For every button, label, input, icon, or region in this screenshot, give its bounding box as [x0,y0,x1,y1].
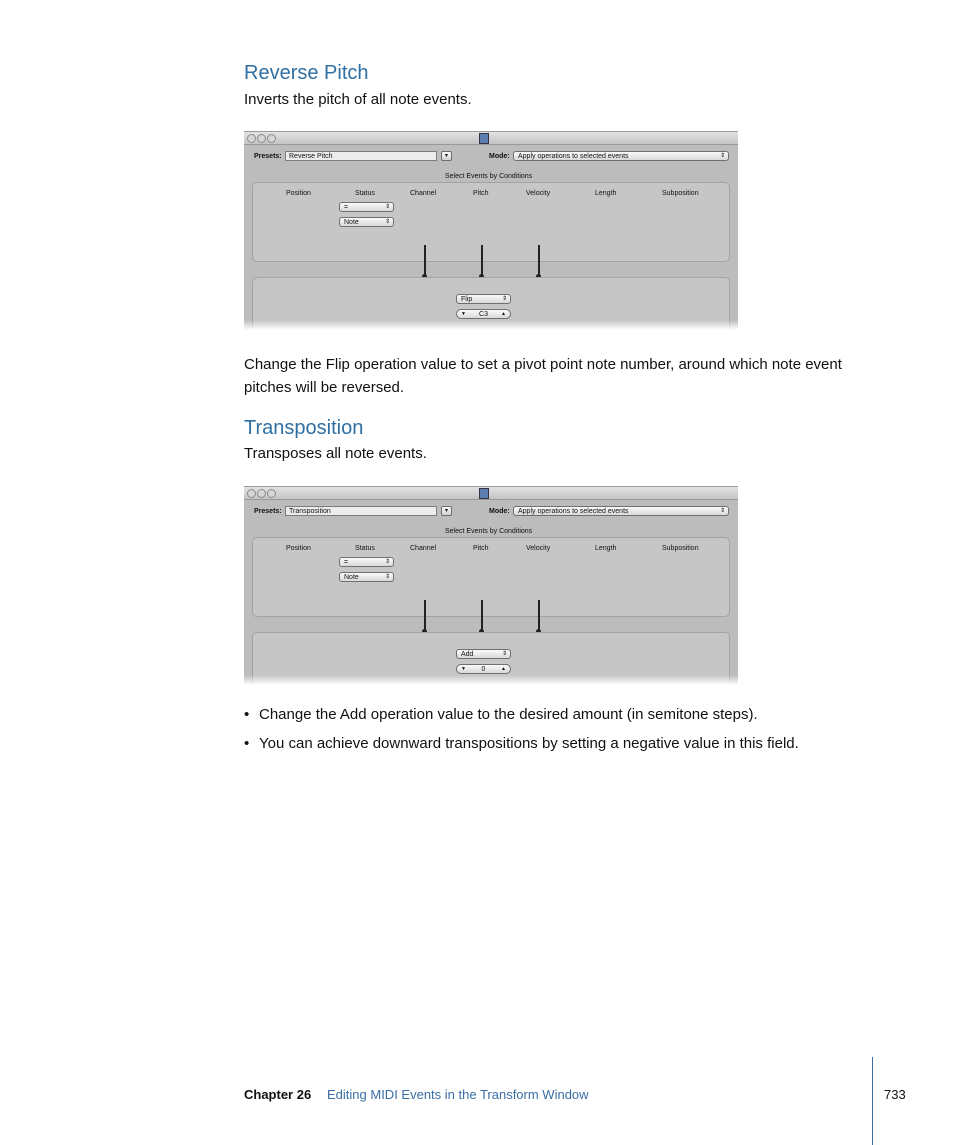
transform-window-icon [479,133,489,144]
operation-value-stepper[interactable] [456,309,511,319]
popup-arrows-icon: ⇕ [384,574,390,580]
flip-explanation: Change the Flip operation value to set a pivot point note number, around which note event pitches will be reversed. [244,356,842,396]
status-value: Note [344,574,359,581]
section-intro-reverse-pitch: Inverts the pitch of all note events. [244,91,472,108]
mode-popup-value: Apply operations to selected events [518,508,629,515]
transform-window-transposition [244,486,738,685]
minimize-button[interactable] [257,489,266,498]
mode-popup-value: Apply operations to selected events [518,153,629,160]
column-velocity: Velocity [526,190,551,197]
screenshot-fade [244,320,738,330]
conditions-title: Select Events by Conditions [445,528,533,535]
operation-value-stepper[interactable] [456,664,511,674]
footer-chapter-title: Editing MIDI Events in the Transform Window [327,1087,589,1102]
presets-field[interactable]: Reverse Pitch [285,151,437,161]
decrement-arrow-icon[interactable]: ▼ [461,666,466,672]
section-intro-transposition: Transposes all note events. [244,445,427,462]
close-button[interactable] [247,489,256,498]
mode-label: Mode: [489,508,510,515]
status-condition-value: = [344,204,349,211]
presets-label: Presets: [254,153,282,160]
footer-divider [872,1057,873,1145]
zoom-button[interactable] [267,134,276,143]
bullet-icon: • [244,706,250,723]
column-channel: Channel [410,190,437,197]
column-length: Length [595,545,617,552]
status-condition-value: = [344,559,349,566]
status-condition-popup[interactable] [339,202,394,212]
presets-dropdown-button[interactable]: ▾ [441,506,452,516]
mode-label: Mode: [489,153,510,160]
presets-dropdown-button[interactable]: ▾ [441,151,452,161]
transform-window-reverse-pitch [244,131,738,330]
popup-arrows-icon: ⇕ [384,204,390,210]
mode-popup[interactable] [513,151,729,161]
operation-popup[interactable] [456,294,511,304]
window-titlebar [244,487,738,500]
bullet-text: You can achieve downward transpositions by setting a negative value in this field. [259,735,799,752]
section-heading-transposition: Transposition [244,417,364,439]
popup-arrows-icon: ⇕ [719,153,725,159]
status-value-popup[interactable] [339,572,394,582]
conditions-panel [252,537,730,617]
column-subposition: Subposition [662,545,699,552]
status-value-popup[interactable] [339,217,394,227]
column-channel: Channel [410,545,437,552]
operation-value: Flip [461,296,473,303]
mode-popup[interactable] [513,506,729,516]
increment-arrow-icon[interactable]: ▲ [501,311,506,317]
footer-chapter: Chapter 26 [244,1087,312,1102]
column-pitch: Pitch [473,545,489,552]
conditions-panel [252,182,730,262]
popup-arrows-icon: ⇕ [384,219,390,225]
column-length: Length [595,190,617,197]
zoom-button[interactable] [267,489,276,498]
popup-arrows-icon: ⇕ [719,508,725,514]
bullet-icon: • [244,735,250,752]
page-number: 733 [884,1087,906,1102]
decrement-arrow-icon[interactable]: ▼ [461,311,466,317]
column-subposition: Subposition [662,190,699,197]
close-button[interactable] [247,134,256,143]
section-heading-reverse-pitch: Reverse Pitch [244,62,369,84]
operation-number: 0 [481,666,486,673]
minimize-button[interactable] [257,134,266,143]
column-position: Position [286,190,311,197]
screenshot-fade [244,675,738,685]
conditions-title: Select Events by Conditions [445,173,533,180]
bullet-text: Change the Add operation value to the desired amount (in semitone steps). [259,706,758,723]
column-velocity: Velocity [526,545,551,552]
popup-arrows-icon: ⇕ [501,651,507,657]
column-pitch: Pitch [473,190,489,197]
operation-value: Add [461,651,474,658]
status-value: Note [344,219,359,226]
column-status: Status [355,545,375,552]
presets-field[interactable]: Transposition [285,506,437,516]
increment-arrow-icon[interactable]: ▲ [501,666,506,672]
popup-arrows-icon: ⇕ [501,296,507,302]
status-condition-popup[interactable] [339,557,394,567]
transform-window-icon [479,488,489,499]
column-status: Status [355,190,375,197]
operation-popup[interactable] [456,649,511,659]
operation-number: C3 [479,311,488,318]
window-titlebar [244,132,738,145]
presets-label: Presets: [254,508,282,515]
popup-arrows-icon: ⇕ [384,559,390,565]
column-position: Position [286,545,311,552]
